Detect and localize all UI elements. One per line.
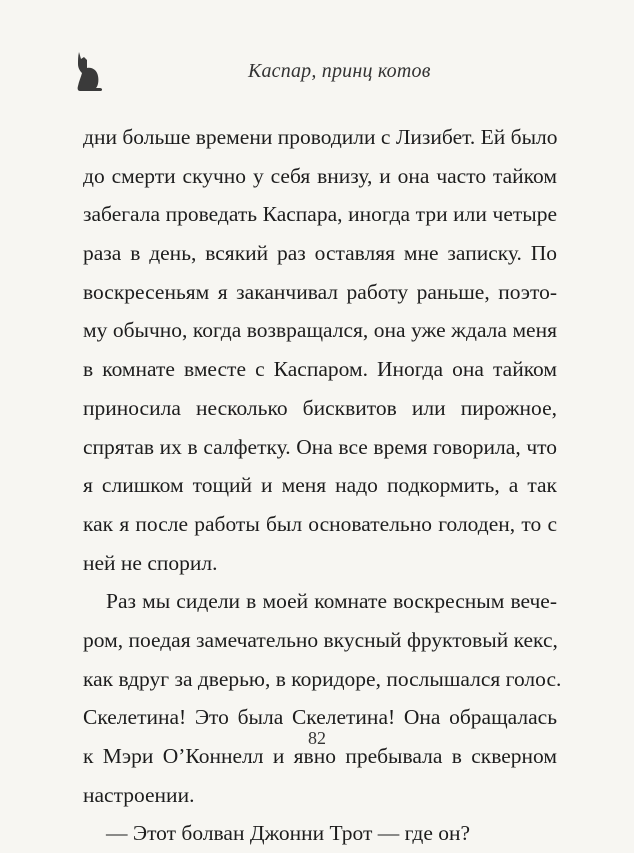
text-line: приносила несколько бисквитов или пирожное,	[83, 395, 557, 420]
text-line: настроении.	[83, 782, 195, 807]
text-line: му обычно, когда возвращался, она уже ждала меня	[83, 318, 557, 343]
text-line: к Мэри О’Коннелл и явно пребывала в скверном	[83, 744, 557, 768]
text-line: как я после работы был основательно голоден, то с	[83, 511, 557, 536]
running-title: Каспар, принц котов	[248, 60, 431, 82]
text-line: забегала проведать Каспара, иногда три или четыре	[83, 202, 557, 227]
text-line: — Этот болван Джонни Трот — где он?	[106, 821, 471, 846]
text-line: Раз мы сидели в моей комнате воскресным вече-	[106, 589, 557, 614]
text-line: я слишком тощий и меня надо подкормить, а так	[83, 473, 557, 498]
text-line: в комнате вместе с Каспаром. Иногда она тайком	[83, 357, 557, 382]
page-number: 82	[308, 728, 326, 748]
cat-silhouette-icon	[70, 48, 106, 92]
text-line: спрятав их в салфетку. Она все время говорила, что	[83, 434, 557, 459]
text-line: Скелетина! Это была Скелетина! Она обращалась	[83, 705, 557, 730]
page-header	[0, 0, 634, 100]
text-line: дни больше времени проводили с Лизибет. Ей было	[83, 125, 558, 149]
text-line: как вдруг за дверью, в коридоре, послышался голос.	[83, 666, 562, 691]
text-line: до смерти скучно у себя внизу, и она часто тайком	[83, 163, 557, 188]
text-line: ней не спорил.	[83, 550, 218, 575]
text-line: раза в день, всякий раз оставляя мне записку. По	[83, 241, 557, 266]
text-line: ром, поедая замечательно вкусный фруктовый кекс,	[83, 627, 558, 652]
text-line: воскресеньям я заканчивал работу раньше, поэто-	[83, 279, 557, 304]
